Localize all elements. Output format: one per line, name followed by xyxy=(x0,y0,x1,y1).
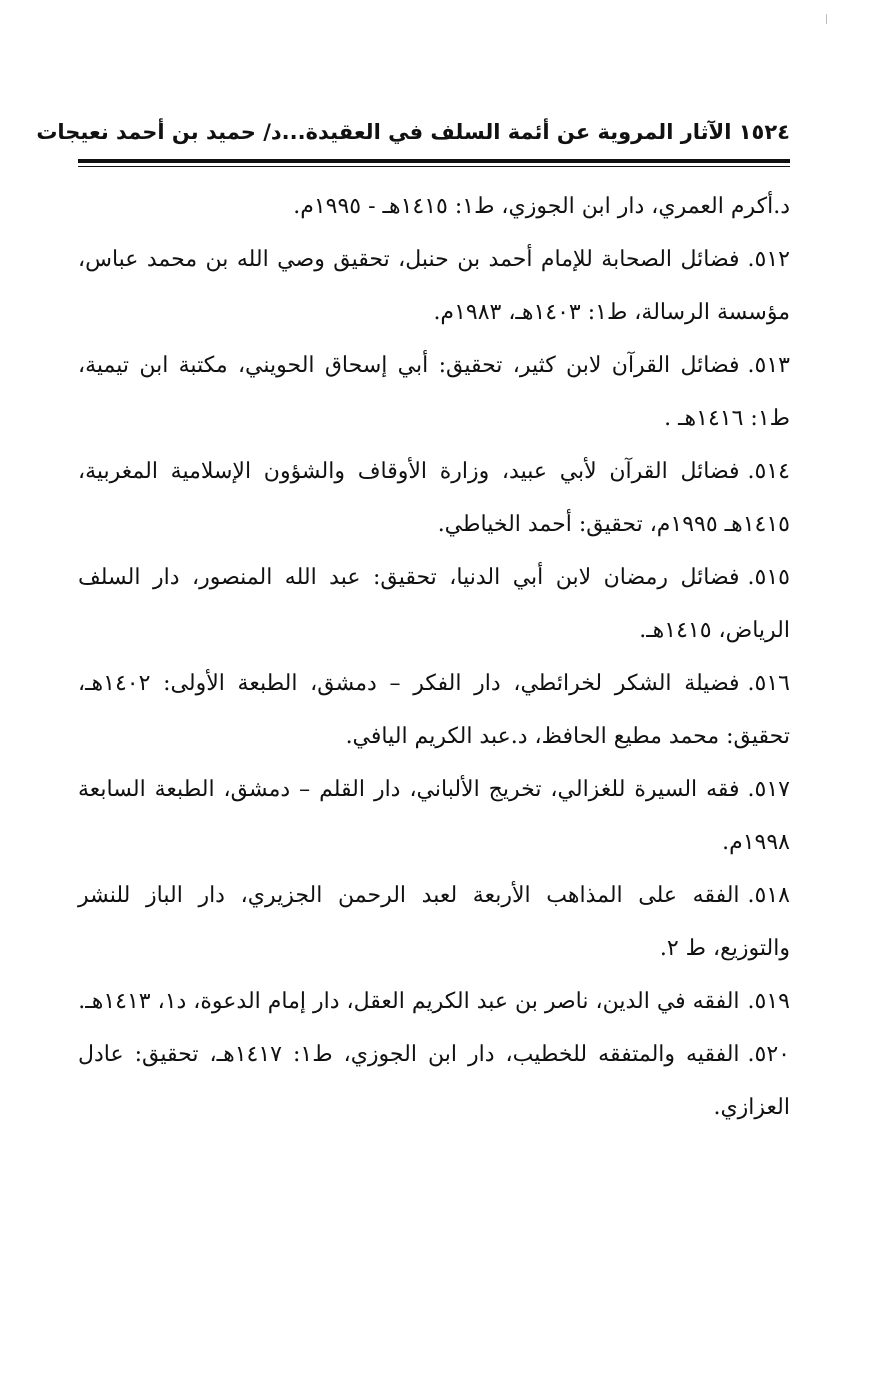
entry-text: فضائل القرآن لأبي عبيد، وزارة الأوقاف والشؤون الإسلامية المغربية، ١٤١٥هـ ١٩٩٥م، تحقيق: أحمد الخياطي. xyxy=(78,459,790,537)
entry-number: ٥١٢. xyxy=(747,247,790,272)
bibliography-list xyxy=(78,180,790,1134)
header-rule-thick xyxy=(78,159,790,163)
entry-text: الفقه على المذاهب الأربعة لعبد الرحمن الجزيري، دار الباز للنشر والتوزيع، ط ٢. xyxy=(78,883,790,961)
bibliography-entry xyxy=(78,763,790,869)
entry-text: فقه السيرة للغزالي، تخريج الألباني، دار القلم – دمشق، الطبعة السابعة ١٩٩٨م. xyxy=(78,777,790,855)
entry-text: فضائل الصحابة للإمام أحمد بن حنبل، تحقيق وصي الله بن محمد عباس، مؤسسة الرسالة، ط١: ١٤٠٣هـ، ١٩٨٣م. xyxy=(78,247,790,325)
bibliography-entry xyxy=(78,551,790,657)
scan-mark xyxy=(826,14,827,24)
bibliography-entry xyxy=(78,657,790,763)
entry-number: ٥١٨. xyxy=(747,883,790,908)
entry-number: ٥١٣. xyxy=(747,353,790,378)
bibliography-entry xyxy=(78,339,790,445)
entry-text: فضائل القرآن لابن كثير، تحقيق: أبي إسحاق الحويني، مكتبة ابن تيمية، ط١: ١٤١٦هـ . xyxy=(78,353,790,431)
entry-text: فضيلة الشكر لخرائطي، دار الفكر – دمشق، الطبعة الأولى: ١٤٠٢هـ، تحقيق: محمد مطيع الحافظ، د.عبد الكريم اليافي. xyxy=(78,671,790,749)
entry-text: الفقيه والمتفقه للخطيب، دار ابن الجوزي، ط١: ١٤١٧هـ، تحقيق: عادل العزازي. xyxy=(78,1042,790,1120)
entry-number: ٥١٦. xyxy=(747,671,790,696)
entry-number: ٥١٤. xyxy=(747,459,790,484)
entry-number: ٥١٩. xyxy=(747,989,790,1014)
bibliography-entry xyxy=(78,445,790,551)
entry-number: ٥١٥. xyxy=(747,565,790,590)
entry-text: فضائل رمضان لابن أبي الدنيا، تحقيق: عبد الله المنصور، دار السلف الرياض، ١٤١٥هـ. xyxy=(78,565,790,643)
entry-text: الفقه في الدين، ناصر بن عبد الكريم العقل، دار إمام الدعوة، د١، ١٤١٣هـ. xyxy=(78,989,740,1014)
header-title: ١٥٢٤ الآثار المروية عن أئمة السلف في العقيدة...د/ حميد بن أحمد نعيجات xyxy=(36,120,790,144)
bibliography-entry xyxy=(78,975,790,1028)
bibliography-entry xyxy=(78,233,790,339)
entry-text: د.أكرم العمري، دار ابن الجوزي، ط١: ١٤١٥هـ - ١٩٩٥م. xyxy=(293,194,790,219)
running-header xyxy=(36,110,790,170)
bibliography-entry xyxy=(78,869,790,975)
bibliography-entry xyxy=(78,180,790,233)
header-rule-thin xyxy=(78,166,790,167)
entry-number: ٥١٧. xyxy=(747,777,790,802)
bibliography-entry xyxy=(78,1028,790,1134)
entry-number: ٥٢٠. xyxy=(747,1042,790,1067)
